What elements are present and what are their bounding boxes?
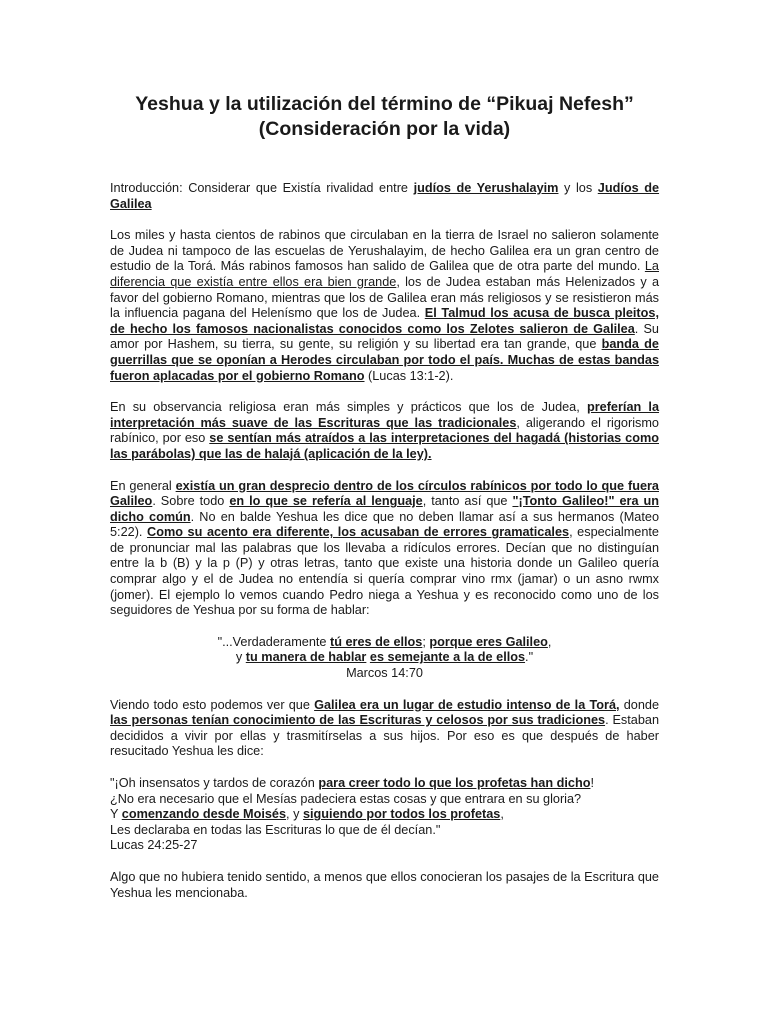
intro-paragraph [110, 181, 659, 212]
paragraph-text: . Su amor por Hashem, su tierra, su gente, su religión y su libertad era tan grande, que [110, 321, 659, 352]
quote-reference: Marcos 14:70 [346, 666, 423, 681]
quote-marcos [110, 635, 659, 682]
paragraph-conclusion: Algo que no hubiera tenido sentido, a menos que ellos conocieran los pasajes de la Escritura que Yeshua les mencionaba. [110, 869, 659, 900]
paragraph-text: . Estaban decididos a vivir por ellas y trasmitírselas a sus hijos. Por eso es que después de haber resucitado Yeshua les dice: [110, 713, 659, 759]
emphasis-text: Como su acento era diferente, los acusaban de errores gramaticales [147, 525, 570, 540]
paragraph-text: Los miles y hasta cientos de rabinos que circulaban en la tierra de Israel no salieron solamente de Judea ni tampoco de las escuelas de Yerushalayim, de hecho Galilea era un gran centro de estudio de la Torá. Más rabinos famosos han salido de Galilea que de otra parte del mundo. [110, 228, 659, 274]
quote-text: ! [590, 776, 594, 790]
paragraph-desprecio [110, 479, 659, 619]
paragraph-observancia [110, 400, 659, 462]
paragraph-text: , los de Judea estaban más Helenizados y a favor del gobierno Romano, mientras que los de Galilea eran más religiosos y se resistieron más la influencia pagana del Helenísmo que los de Judea. [110, 274, 659, 321]
paragraph-text: (Lucas 13:1-2). [364, 368, 454, 383]
quote-reference: Lucas 24:25-27 [110, 838, 198, 853]
emphasis-text: Galilea era un lugar de estudio intenso de la Torá, [314, 697, 620, 712]
underlined-text: La diferencia que existía entre ellos era bien grande [110, 259, 659, 289]
intro-text: y los [558, 181, 598, 195]
quote-text: , y [286, 807, 303, 822]
quote-emphasis: es semejante a la de ellos [369, 650, 526, 665]
quote-text: ." [525, 650, 534, 665]
quote-lucas [110, 776, 659, 854]
paragraph-text: donde [619, 697, 660, 712]
quote-line: Les declaraba en todas las Escrituras lo que de él decían." [110, 822, 441, 837]
quote-emphasis: tú eres de ellos [329, 634, 423, 649]
quote-text: "...Verdaderamente [217, 634, 330, 649]
intro-emphasis: Judíos de Galilea [110, 181, 660, 211]
paragraph-text: . Sobre todo [152, 494, 230, 509]
quote-text: "¡Oh insensatos y tardos de corazón [110, 776, 319, 790]
paragraph-text: , tanto así que [422, 494, 513, 509]
document-title: Yeshua y la utilización del término de “Pikuaj Nefesh” (Consideración por la vida) [135, 93, 634, 140]
emphasis-text: El Talmud los acusa de busca pleitos, de hecho los famosos nacionalistas conocidos como los Zelotes salieron de Galilea [110, 306, 659, 336]
emphasis-text: banda de guerrillas que se oponían a Herodes circulaban por todo el país. Muchas de estas bandas fueron aplacadas por el gobierno Romano [110, 337, 659, 383]
quote-emphasis: para creer todo lo que los profetas han dicho [318, 776, 591, 790]
emphasis-text: preferían la interpretación más suave de las Escrituras que las tradicionales [110, 400, 660, 430]
quote-line [110, 635, 659, 651]
paragraph-galilea [110, 698, 659, 760]
quote-emphasis: porque eres Galileo [429, 634, 548, 649]
quote-text: , [500, 807, 504, 822]
quote-emphasis: siguiendo por todos los profetas [302, 807, 501, 822]
quote-emphasis: tu manera de hablar [245, 650, 367, 665]
quote-text: Y [110, 807, 122, 822]
quote-text: y [235, 650, 246, 665]
document-page [110, 92, 659, 901]
quote-line [110, 807, 659, 823]
quote-line: ¿No era necesario que el Mesías padeciera estas cosas y que entrara en su gloria? [110, 791, 582, 806]
quote-text: ; [422, 634, 430, 649]
paragraph-text: . No en balde Yeshua les dice que no deben llamar así a sus hermanos (Mateo 5:22). [110, 509, 660, 540]
emphasis-text: en lo que se refería al lenguaje [229, 494, 423, 509]
quote-emphasis: comenzando desde Moisés [121, 807, 287, 822]
paragraph-text: En su observancia religiosa eran más simples y prácticos que los de Judea, [110, 400, 587, 415]
quote-line [110, 776, 659, 792]
quote-text: , [547, 634, 552, 649]
emphasis-text: las personas tenían conocimiento de las Escrituras y celosos por sus tradiciones [110, 713, 606, 728]
intro-text: Introducción: Considerar que Existía rivalidad entre [110, 181, 414, 195]
paragraph-text: , especialmente de pronunciar mal las palabras que los llevaba a ridículos errores. Decían que no distinguían entre la b (B) y la p (P) y otras letras, tanto que existe una historia donde un Galileo quería comprar algo y el de Judea no entendía si quería comprar vino rmx (jamar) o un asno rwmx (jomer). El ejemplo lo vemos cuando Pedro niega a Yeshua y es reconocido como uno de los seguidores de Yeshua por su forma de hablar: [110, 525, 659, 618]
quote-line [110, 650, 659, 666]
emphasis-text: existía un gran desprecio dentro de los círculos rabínicos por todo lo que fuera Galileo [110, 478, 659, 509]
emphasis-text: "¡Tonto Galileo!" era un dicho común [110, 494, 660, 524]
emphasis-text: se sentían más atraídos a las interpretaciones del hagadá (historias como las parábolas) que las de halajá (aplicación de la ley). [110, 431, 659, 461]
intro-emphasis: judíos de Yerushalayim [413, 181, 559, 195]
paragraph-rabinos [110, 228, 659, 384]
paragraph-text: En general [110, 478, 176, 493]
paragraph-text: Viendo todo esto podemos ver que [110, 697, 315, 712]
paragraph-text: , aligerando el rigorismo rabínico, por eso [110, 415, 659, 446]
